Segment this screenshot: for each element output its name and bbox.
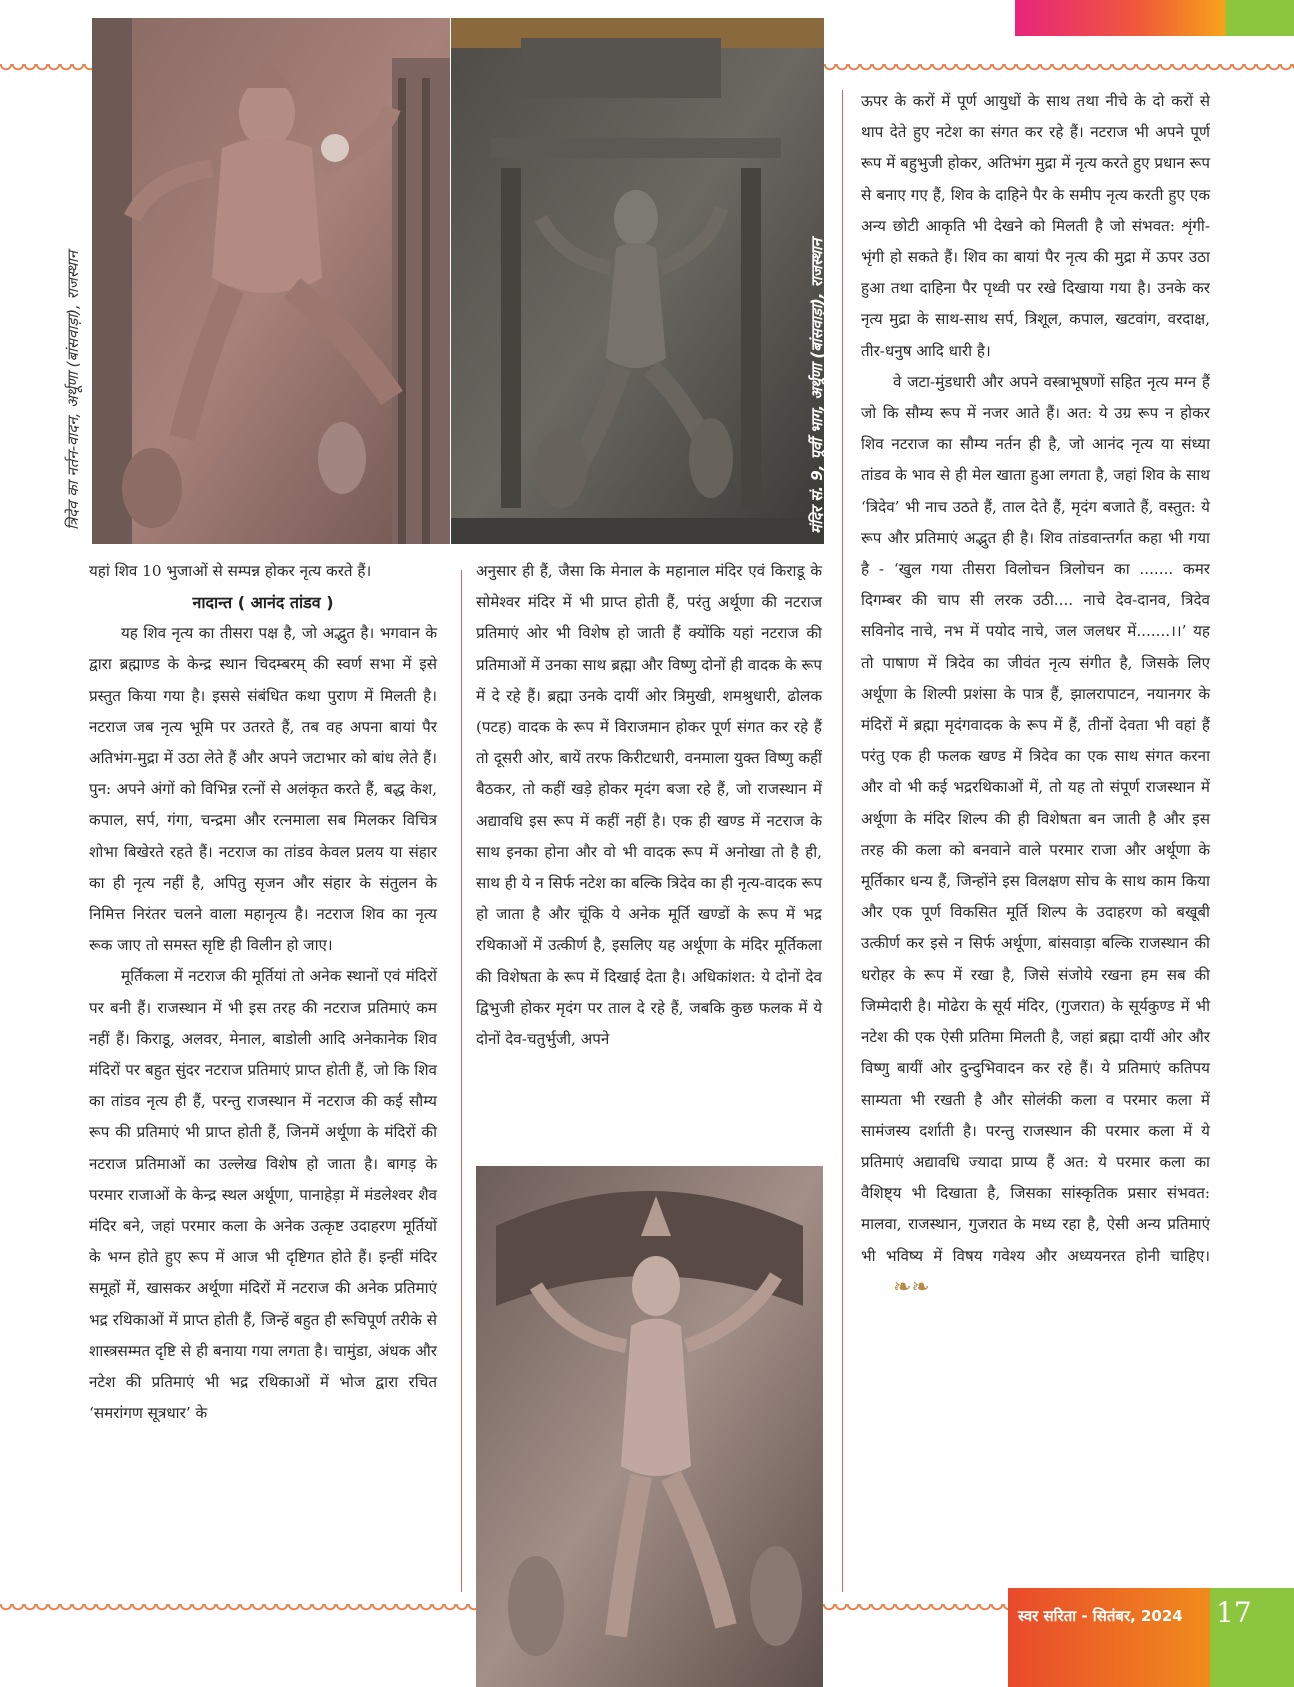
paragraph: अनुसार ही हैं, जैसा कि मेनाल के महानाल मंदिर एवं किराडू के सोमेश्वर मंदिर में भी प्राप्त होती हैं, परंतु अर्थूणा की नटराज प्रतिमाएं ओर भी विशेष हो जाती हैं क्योंकि यहां नटराज की प्रतिमाओं में उनका साथ ब्रह्मा और विष्णु दोनों ही वादक के रूप में दे रहे हैं। ब्रह्मा उनके दायीं ओर त्रिमुखी, शमश्रुधारी, ढोलक (पटह) वादक के रूप में विराजमान होकर पूर्ण संगत कर रहे हैं तो दूसरी ओर, बायें तरफ किरीटधारी, वनमाला युक्त विष्णु कहीं बैठकर, तो कहीं खड़े होकर मृदंग बजा रहे हैं, जो राजस्थान में अद्यावधि इस रूप में कहीं नहीं है। एक ही खण्ड में नटराज के साथ इनका होना और वो भी वादक रूप में अनोखा तो है ही, साथ ही ये न सिर्फ नटेश का बल्कि त्रिदेव का ही नृत्य-वादक रूप हो जाता है और चूंकि ये अनेक मूर्ति खण्डों के रूप में भद्र रथिकाओं में उत्कीर्ण है, इसलिए यह अर्थूणा के मंदिर मूर्तिकला की विशेषता के रूप में दिखाई देता है। अधिकांशत: ये दोनों देव द्विभुजी होकर मृदंग पर ताल दे रहे हैं, जबकि कुछ फलक में ये दोनों देव-चतुर्भुजी, अपने bbox=[476, 562, 822, 1049]
text-column-3 bbox=[861, 86, 1210, 1303]
paragraph-text: वे जटा-मुंडधारी और अपने वस्त्राभूषणों सहित नृत्य मग्न हैं जो कि सौम्य रूप में नजर आते हैं। अत: ये उग्र रूप न होकर शिव नटराज का सौम्य नर्तन ही है, जो आनंद नृत्य या संध्या तांडव के भाव से ही मेल खाता हुआ लगता है, जहां शिव के साथ ‘त्रिदेव’ भी नाच उठते हैं, ताल देते हैं, मृदंग बजाते हैं, वस्तुत: ये रूप और प्रतिमाएं अद्भुत ही है। शिव तांडवान्तर्गत कहा भी गया है - ‘खुल गया तीसरा विलोचन त्रिलोचन का ....... कमर दिगम्बर की चाप सी लरक उठी.... नाचे देव-दानव, त्रिदेव सविनोद नाचे, नभ में पयोद नाचे, जल जलधर में.......।।’ यह तो पाषाण में त्रिदेव का जीवंत नृत्य संगीत है, जिसके लिए अर्थूणा के शिल्पी प्रशंसा के पात्र हैं, झालरापाटन, नयानगर के मंदिरों में ब्रह्मा मृदंगवादक के रूप में हैं, तीनों देवता भी वहां हैं परंतु एक ही फलक खण्ड में त्रिदेव का एक साथ संगत करना और वो भी कई भद्ररथिकाओं में, तो यह तो संपूर्ण राजस्थान में अर्थूणा के मंदिर शिल्प की ही विशेषता बन जाती है और इस तरह की कला को बनवाने वाले परमार राजा और अर्थूणा के मूर्तिकार धन्य हैं, जिन्होंने इस विलक्षण सोच के साथ काम किया और एक पूर्ण विकसित मूर्ति शिल्प के उदाहरण को बखूबी उत्कीर्ण कर इसे न सिर्फ अर्थूणा, बांसवाड़ा बल्कि राजस्थान की धरोहर के रूप में रखा है, जिसे संजोये रखना हम सब की जिम्मेदारी है। मोढेरा के सूर्य मंदिर, (गुजरात) के सूर्यकुण्ड में भी नटेश की एक ऐसी प्रतिमा मिलती है, जहां ब्रह्मा दायीं ओर और विष्णु बायीं ओर दुन्दुभिवादन कर रहे हैं। ये प्रतिमाएं कतिपय साम्यता भी रखती है और सोलंकी कला व परमार कला में सामंजस्य दर्शाती है। परन्तु राजस्थान की परमार कला में ये प्रतिमाएं अद्यावधि ज्यादा प्राप्य हैं अत: ये परमार कला का वैशिष्ट्य भी दिखाता है, जिसका सांस्कृतिक प्रसार संभवत: मालवा, राजस्थान, गुजरात के मध्य रहा है, ऐसी अन्य प्रतिमाएं भी भविष्य में विषय गवेश्य और अध्ययनरत होनी चाहिए। bbox=[861, 372, 1210, 1265]
photo1-caption: त्रिदेव का नर्तन-वादन, अर्थूणा (बांसवाड़ा), राजस्थान bbox=[64, 250, 82, 530]
magazine-title: स्वर सरिता - सितंबर, 2024 bbox=[1018, 1607, 1183, 1625]
bottom-wave-border-right bbox=[823, 1604, 1008, 1616]
top-wave-border-right bbox=[824, 64, 1294, 76]
paragraph bbox=[861, 367, 1210, 1303]
top-wave-border-left bbox=[0, 64, 92, 76]
photo-nataraja-dark bbox=[451, 18, 824, 544]
column-rule-1 bbox=[461, 570, 462, 1592]
dancing-figures-icon: ❧❧ bbox=[893, 1274, 930, 1300]
photo2-caption: मंदिर सं. 9, पूर्वी भाग, अर्थूणा (बांसवाड़ा), राजस्थान bbox=[808, 238, 826, 534]
top-color-bar bbox=[1015, 0, 1294, 36]
text-column-2 bbox=[476, 556, 822, 1055]
sculpture-image bbox=[92, 18, 450, 544]
sculpture-image bbox=[451, 18, 824, 544]
photo-nataraja-pink bbox=[92, 18, 450, 544]
sculpture-image bbox=[476, 1166, 823, 1687]
section-heading: नादान्त ( आनंद तांडव ) bbox=[192, 593, 334, 613]
paragraph: यह शिव नृत्य का तीसरा पक्ष है, जो अद्भुत है। भगवान के द्वारा ब्रह्माण्ड के केन्द्र स्थान चिदम्बरम् की स्वर्ण सभा में इसे प्रस्तुत किया गया है। इससे संबंधित कथा पुराण में मिलती है। नटराज जब नृत्य भूमि पर उतरते हैं, तब वह अपना बायां पैर अतिभंग-मुद्रा में उठा लेते हैं और अपने जटाभार को बांध लेते हैं। पुन: अपने अंगों को विभिन्न रत्नों से अलंकृत करते हैं, बद्ध केश, कपाल, सर्प, गंगा, चन्द्रमा और रत्नमाला सब मिलकर विचित्र शोभा बिखेरते रहते हैं। नटराज का तांडव केवल प्रलय या संहार का ही नृत्य नहीं है, अपितु सृजन और संहार के संतुलन के निमित्त निरंतर चलने वाला महानृत्य है। नटराज शिव का नृत्य रूक जाए तो समस्त सृष्टि ही विलीन हो जाए। bbox=[89, 624, 437, 955]
photo-nataraja-standing bbox=[476, 1166, 823, 1687]
page-footer bbox=[1008, 1588, 1294, 1687]
paragraph: मूर्तिकला में नटराज की मूर्तियां तो अनेक स्थानों एवं मंदिरों पर बनी हैं। राजस्थान में भी इस तरह की नटराज प्रतिमाएं कम नहीं हैं। किराडू, अलवर, मेनाल, बाडोली आदि अनेकानेक शिव मंदिरों पर बहुत सुंदर नटराज प्रतिमाएं प्राप्त होती हैं, जो कि शिव का तांडव नृत्य ही हैं, परन्तु राजस्थान में नटराज की कई सौम्य रूप की प्रतिमाएं भी प्राप्त होती हैं, जिनमें अर्थूणा के मंदिरों की नटराज प्रतिमाओं का उल्लेख विशेष हो जाता है। बागड़ के परमार राजाओं के केन्द्र स्थल अर्थूणा, पानाहेड़ा में मंडलेश्वर शैव मंदिर बने, जहां परमार कला के अनेक उत्कृष्ट उदाहरण मूर्तियों के भग्न होते हुए रूप में आज भी दृष्टिगत होते हैं। इन्हीं मंदिर समूहों में, खासकर अर्थूणा मंदिरों में नटराज की अनेक प्रतिमाएं भद्र रथिकाओं में प्राप्त होती हैं, जिन्हें बहुत ही रूचिपूर्ण तरीके से शास्त्रसम्मत दृष्टि से ही बनाया गया लगता है। चामुंडा, अंधक और नटेश की प्रतिमाएं भी भद्र रथिकाओं में भोज द्वारा रचित ‘समरांगण सूत्रधार’ के bbox=[89, 967, 437, 1423]
bottom-wave-border-left bbox=[0, 1604, 476, 1616]
paragraph: ऊपर के करों में पूर्ण आयुधों के साथ तथा नीचे के दो करों से थाप देते हुए नटेश का संगत कर रहे हैं। नटराज भी अपने पूर्ण रूप में बहुभुजी होकर, अतिभंग मुद्रा में नृत्य करते हुए प्रधान रूप से बनाए गए हैं, शिव के दाहिने पैर के समीप नृत्य करती हुए एक अन्य छोटी आकृति भी देखने को मिलती है जो संभवत: शृंगी-भृंगी हो सकते हैं। शिव का बायां पैर नृत्य की मुद्रा में ऊपर उठा हुआ तथा दाहिना पैर पृथ्वी पर रखे दिखाया गया है। उनके कर नृत्य मुद्रा के साथ-साथ सर्प, त्रिशूल, कपाल, खटवांग, वरदाक्ष, तीर-धनुष आदि धारी है। bbox=[861, 92, 1210, 360]
footer-band bbox=[1008, 1588, 1210, 1687]
column-rule-2 bbox=[842, 90, 843, 1592]
text-column-1 bbox=[89, 556, 437, 1429]
page-number: 17 bbox=[1216, 1596, 1252, 1629]
paragraph: यहां शिव 10 भुजाओं से सम्पन्न होकर नृत्य करते हैं। bbox=[89, 562, 372, 580]
